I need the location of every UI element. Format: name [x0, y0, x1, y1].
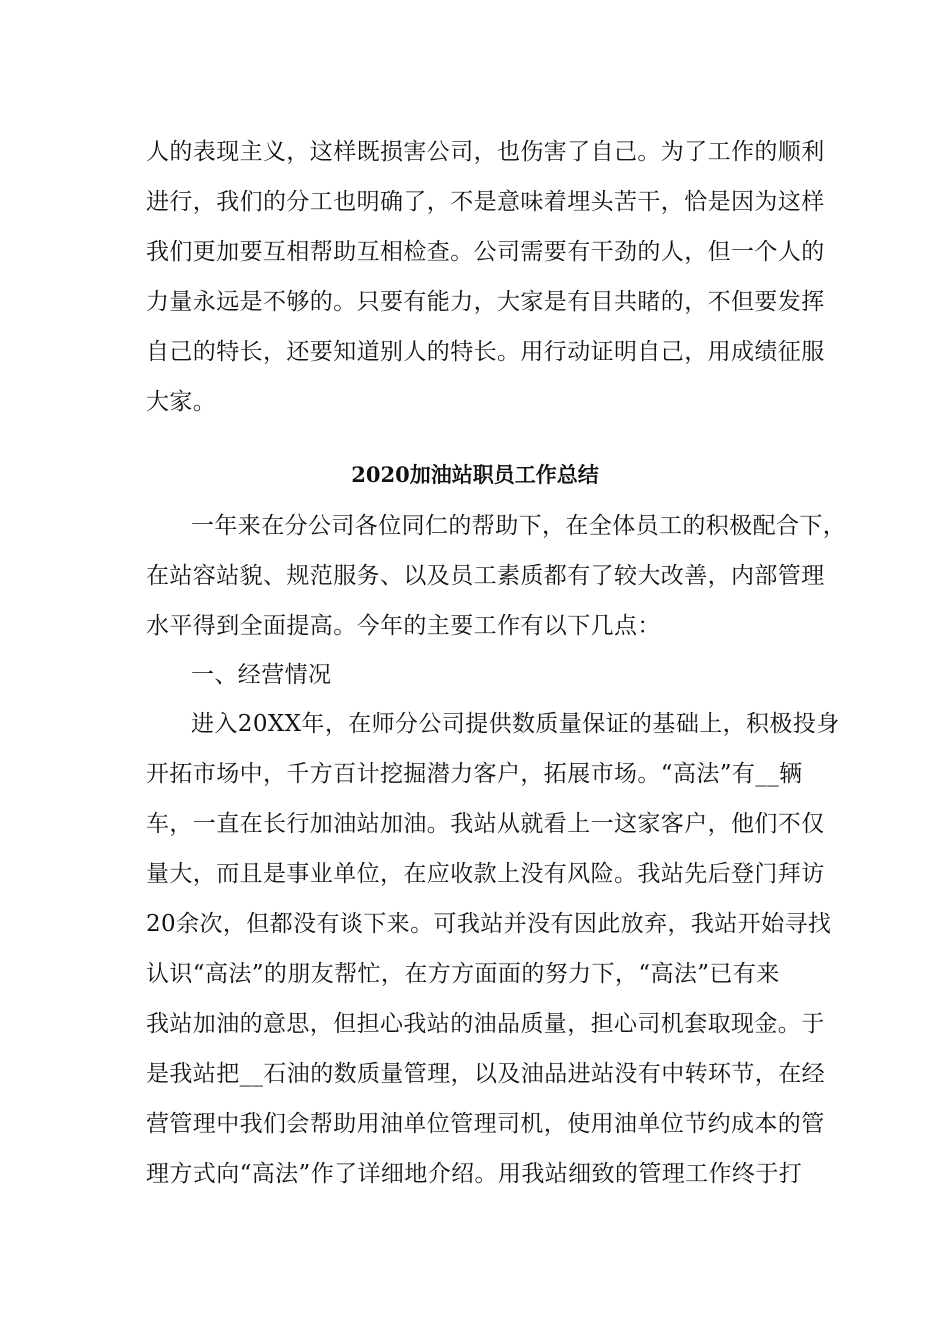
text-line: 我们更加要互相帮助互相检查。公司需要有干劲的人，但一个人的: [146, 239, 825, 265]
text-line: 力量永远是不够的。只要有能力，大家是有目共睹的，不但要发挥: [146, 289, 825, 315]
text-line: 车，一直在长行加油站加油。我站从就看上一这家客户，他们不仅: [146, 811, 825, 837]
text-line: 20余次，但都没有谈下来。可我站并没有因此放弃，我站开始寻找: [146, 911, 832, 937]
text-line: 在站容站貌、规范服务、以及员工素质都有了较大改善，内部管理: [146, 563, 825, 589]
text-line: 量大，而且是事业单位，在应收款上没有风险。我站先后登门拜访: [146, 861, 825, 887]
text-line: 营管理中我们会帮助用油单位管理司机，使用油单位节约成本的管: [146, 1111, 825, 1137]
text-line: 自己的特长，还要知道别人的特长。用行动证明自己，用成绩征服: [146, 339, 825, 365]
text-line: 人的表现主义，这样既损害公司，也伤害了自己。为了工作的顺利: [146, 139, 825, 165]
text-line: 进行，我们的分工也明确了，不是意味着埋头苦干，恰是因为这样: [146, 189, 825, 215]
text-line: 我站加油的意思，但担心我站的油品质量，担心司机套取现金。于: [146, 1011, 825, 1037]
text-line: 认识“高法”的朋友帮忙，在方方面面的努力下，“高法”已有来: [146, 961, 780, 987]
text-line: 理方式向“高法”作了详细地介绍。用我站细致的管理工作终于打: [146, 1161, 803, 1187]
text-line: 开拓市场中，千方百计挖掘潜力客户，拓展市场。“高法”有__辆: [146, 761, 803, 787]
text-line: 水平得到全面提高。今年的主要工作有以下几点：: [146, 613, 661, 639]
document-title: 2020加油站职员工作总结: [351, 462, 599, 487]
text-line: 是我站把__石油的数质量管理，以及油品进站没有中转环节，在经: [146, 1061, 825, 1087]
text-line: 一年来在分公司各位同仁的帮助下，在全体员工的积极配合下，: [191, 513, 847, 539]
text-line: 大家。: [146, 389, 217, 415]
text-line: 进入20XX年，在师分公司提供数质量保证的基础上，积极投身: [191, 711, 840, 737]
section-heading: 一、经营情况: [191, 662, 332, 688]
